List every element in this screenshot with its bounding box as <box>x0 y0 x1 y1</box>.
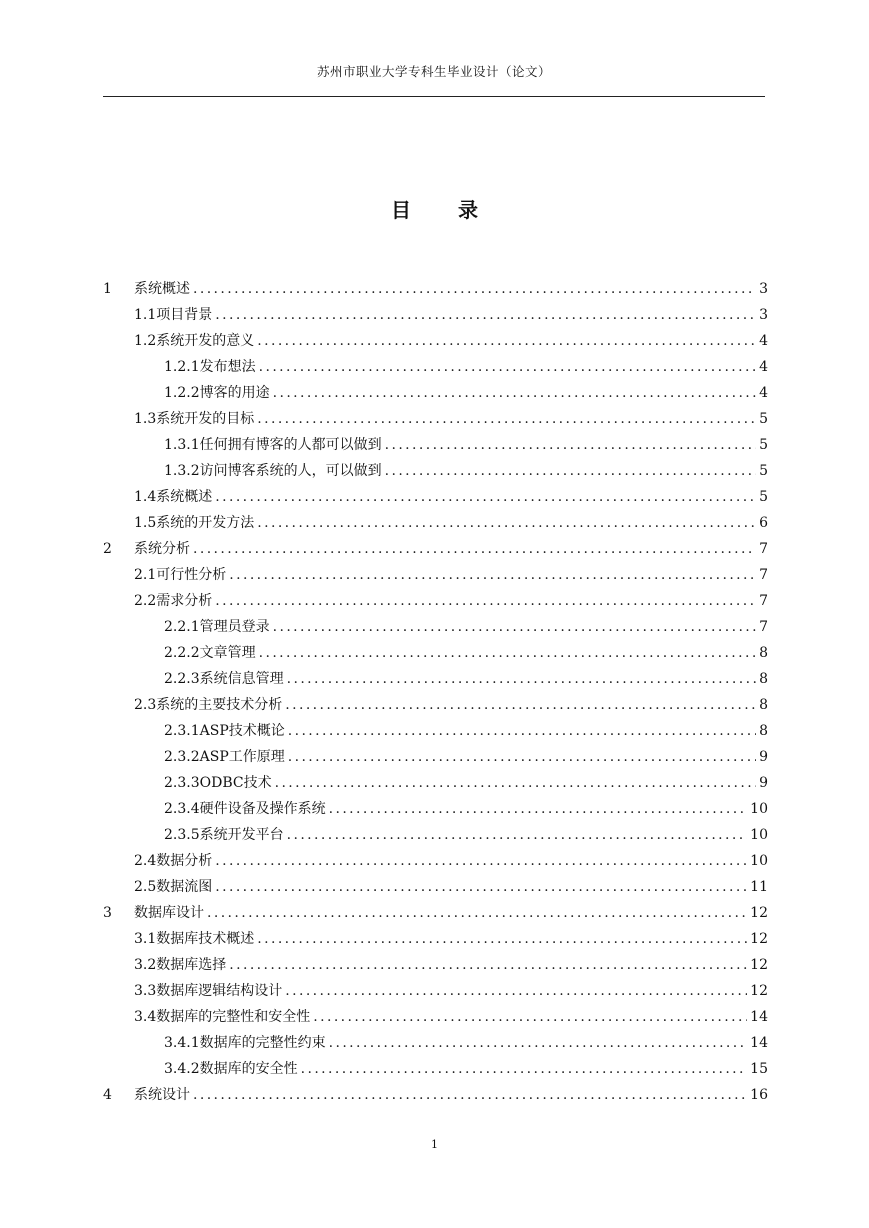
toc-entry-number: 1.3.1 <box>164 437 200 453</box>
toc-entry[interactable] <box>103 640 768 666</box>
toc-entry[interactable] <box>103 484 768 510</box>
toc-leader-dots <box>329 796 748 822</box>
table-of-contents <box>103 276 768 1108</box>
toc-entry-title: 可行性分析 <box>156 567 227 583</box>
page-number: 1 <box>431 1138 438 1151</box>
toc-entry[interactable] <box>103 276 768 302</box>
toc-entry[interactable] <box>103 510 768 536</box>
toc-entry-number: 3 <box>103 905 112 921</box>
toc-entry-page: 12 <box>750 957 768 973</box>
toc-leader-dots <box>257 510 756 536</box>
toc-entry-title: 访问博客系统的人，可以做到 <box>199 463 382 479</box>
toc-entry[interactable] <box>103 614 768 640</box>
toc-entry[interactable] <box>103 328 768 354</box>
toc-entry-number: 2.3.5 <box>164 827 200 843</box>
toc-leader-dots <box>285 978 747 1004</box>
toc-entry[interactable] <box>103 952 768 978</box>
toc-entry-number: 1.3.2 <box>164 463 200 479</box>
toc-entry-page: 7 <box>759 619 768 635</box>
toc-entry-page: 8 <box>759 671 768 687</box>
toc-leader-dots <box>287 666 756 692</box>
toc-entry[interactable] <box>103 666 768 692</box>
toc-entry[interactable] <box>103 458 768 484</box>
toc-entry-page: 9 <box>759 775 768 791</box>
toc-entry-title: 数据库的完整性和安全性 <box>156 1009 311 1025</box>
toc-entry-title: 系统概述 <box>156 489 213 505</box>
toc-entry-page: 14 <box>750 1035 768 1051</box>
toc-entry-title: 管理员登录 <box>199 619 270 635</box>
toc-entry-number: 1.3 <box>134 411 157 427</box>
toc-entry-page: 5 <box>759 489 768 505</box>
toc-entry[interactable] <box>103 796 768 822</box>
toc-entry[interactable] <box>103 770 768 796</box>
toc-entry-page: 10 <box>750 827 768 843</box>
toc-entry[interactable] <box>103 1004 768 1030</box>
toc-entry-page: 14 <box>750 1009 768 1025</box>
toc-entry-title: 硬件设备及操作系统 <box>199 801 326 817</box>
toc-leader-dots <box>193 1082 747 1108</box>
toc-entry-number: 2.3 <box>134 697 157 713</box>
toc-entry-title: 数据库选择 <box>156 957 227 973</box>
toc-entry-number: 1.2 <box>134 333 157 349</box>
toc-entry-page: 8 <box>759 697 768 713</box>
toc-entry-title: 系统的开发方法 <box>156 515 255 531</box>
toc-entry-number: 2.5 <box>134 879 157 895</box>
toc-leader-dots <box>207 900 747 926</box>
toc-leader-dots <box>259 354 756 380</box>
toc-entry-number: 2.3.4 <box>164 801 200 817</box>
toc-entry[interactable] <box>103 848 768 874</box>
toc-entry-title: 系统开发的目标 <box>156 411 255 427</box>
toc-entry-page: 7 <box>759 567 768 583</box>
toc-entry-number: 2.3.1 <box>164 723 200 739</box>
toc-entry-title: 系统开发平台 <box>199 827 284 843</box>
toc-entry[interactable] <box>103 744 768 770</box>
toc-entry-page: 6 <box>759 515 768 531</box>
toc-entry[interactable] <box>103 900 768 926</box>
toc-leader-dots <box>285 692 756 718</box>
toc-entry-title: ODBC技术 <box>199 775 272 791</box>
toc-leader-dots <box>257 406 756 432</box>
toc-entry[interactable] <box>103 1030 768 1056</box>
toc-entry-title: ASP工作原理 <box>199 749 285 765</box>
toc-entry[interactable] <box>103 718 768 744</box>
toc-entry-title: 文章管理 <box>199 645 256 661</box>
toc-entry-title: 发布想法 <box>199 359 256 375</box>
toc-leader-dots <box>275 770 756 796</box>
toc-entry-number: 2.4 <box>134 853 157 869</box>
toc-entry-title: 系统开发的意义 <box>156 333 255 349</box>
toc-leader-dots <box>229 952 747 978</box>
toc-entry-number: 1.5 <box>134 515 157 531</box>
toc-entry[interactable] <box>103 562 768 588</box>
toc-entry-page: 7 <box>759 541 768 557</box>
toc-leader-dots <box>385 458 756 484</box>
toc-entry-number: 3.4 <box>134 1009 157 1025</box>
toc-entry[interactable] <box>103 354 768 380</box>
toc-entry-number: 4 <box>103 1087 112 1103</box>
toc-entry-number: 3.4.1 <box>164 1035 200 1051</box>
toc-leader-dots <box>229 562 756 588</box>
toc-leader-dots <box>287 822 748 848</box>
toc-entry-page: 5 <box>759 463 768 479</box>
toc-entry-number: 2 <box>103 541 112 557</box>
toc-entry[interactable] <box>103 874 768 900</box>
page-header: 苏州市职业大学专科生毕业设计（论文） <box>316 64 551 79</box>
toc-leader-dots <box>257 328 756 354</box>
toc-entry-title: 系统的主要技术分析 <box>156 697 283 713</box>
toc-entry-title: 数据库设计 <box>134 905 204 921</box>
toc-entry-number: 1 <box>103 281 112 297</box>
toc-entry-number: 1.2.2 <box>164 385 200 401</box>
toc-entry-page: 15 <box>750 1061 768 1077</box>
toc-entry-title: 需求分析 <box>156 593 213 609</box>
toc-entry-title: ASP技术概论 <box>199 723 285 739</box>
toc-entry[interactable] <box>103 1082 768 1108</box>
toc-entry-number: 2.3.2 <box>164 749 200 765</box>
toc-entry-number: 1.4 <box>134 489 157 505</box>
toc-entry-title: 数据库技术概述 <box>156 931 255 947</box>
toc-entry-page: 11 <box>750 879 768 895</box>
toc-entry-number: 3.3 <box>134 983 157 999</box>
toc-entry-number: 2.2.2 <box>164 645 200 661</box>
toc-entry-page: 4 <box>759 385 768 401</box>
toc-entry-page: 10 <box>750 853 768 869</box>
toc-entry-page: 12 <box>750 905 768 921</box>
toc-entry[interactable] <box>103 302 768 328</box>
toc-leader-dots <box>215 302 756 328</box>
toc-entry-page: 16 <box>750 1087 768 1103</box>
toc-entry-page: 5 <box>759 437 768 453</box>
header-divider <box>103 96 765 97</box>
toc-entry[interactable] <box>103 1056 768 1082</box>
toc-entry-number: 2.3.3 <box>164 775 200 791</box>
toc-entry-number: 3.1 <box>134 931 157 947</box>
toc-entry-page: 4 <box>759 359 768 375</box>
toc-entry-number: 1.1 <box>134 307 157 323</box>
toc-entry-title: 系统概述 <box>134 281 190 297</box>
toc-leader-dots <box>215 874 747 900</box>
toc-entry-page: 5 <box>759 411 768 427</box>
toc-entry-page: 9 <box>759 749 768 765</box>
toc-entry-page: 8 <box>759 645 768 661</box>
toc-entry-title: 系统分析 <box>134 541 190 557</box>
toc-entry-number: 1.2.1 <box>164 359 200 375</box>
toc-entry-page: 12 <box>750 931 768 947</box>
toc-entry-title: 数据分析 <box>156 853 213 869</box>
toc-entry-title: 系统设计 <box>134 1087 190 1103</box>
toc-leader-dots <box>259 640 756 666</box>
toc-leader-dots <box>215 588 756 614</box>
toc-entry-page: 3 <box>759 281 768 297</box>
toc-entry-title: 数据库的安全性 <box>199 1061 298 1077</box>
toc-leader-dots <box>193 536 756 562</box>
toc-entry-page: 8 <box>759 723 768 739</box>
toc-entry-page: 7 <box>759 593 768 609</box>
toc-entry[interactable] <box>103 978 768 1004</box>
toc-entry-number: 2.2.1 <box>164 619 200 635</box>
toc-entry-title: 数据库的完整性约束 <box>199 1035 326 1051</box>
toc-entry-page: 12 <box>750 983 768 999</box>
toc-leader-dots <box>329 1030 748 1056</box>
toc-leader-dots <box>288 718 756 744</box>
toc-entry[interactable] <box>103 822 768 848</box>
toc-leader-dots <box>215 848 747 874</box>
toc-entry-title: 数据库逻辑结构设计 <box>156 983 283 999</box>
toc-entry-number: 2.2.3 <box>164 671 200 687</box>
toc-entry-title: 数据流图 <box>156 879 213 895</box>
toc-entry-number: 3.4.2 <box>164 1061 200 1077</box>
toc-entry-title: 系统信息管理 <box>199 671 284 687</box>
toc-leader-dots <box>301 1056 748 1082</box>
toc-entry[interactable] <box>103 432 768 458</box>
toc-entry[interactable] <box>103 406 768 432</box>
toc-entry-title: 项目背景 <box>156 307 213 323</box>
toc-entry[interactable] <box>103 692 768 718</box>
toc-leader-dots <box>257 926 747 952</box>
toc-leader-dots <box>273 614 756 640</box>
toc-entry[interactable] <box>103 380 768 406</box>
toc-entry-page: 10 <box>750 801 768 817</box>
toc-entry-title: 博客的用途 <box>199 385 270 401</box>
toc-entry-number: 3.2 <box>134 957 157 973</box>
toc-entry[interactable] <box>103 588 768 614</box>
toc-entry-page: 4 <box>759 333 768 349</box>
toc-leader-dots <box>193 276 756 302</box>
toc-leader-dots <box>385 432 756 458</box>
toc-entry[interactable] <box>103 536 768 562</box>
toc-title: 目 录 <box>391 198 498 222</box>
toc-entry-number: 2.1 <box>134 567 157 583</box>
toc-leader-dots <box>313 1004 747 1030</box>
toc-entry-page: 3 <box>759 307 768 323</box>
toc-leader-dots <box>215 484 756 510</box>
toc-leader-dots <box>288 744 756 770</box>
toc-entry-number: 2.2 <box>134 593 157 609</box>
toc-entry-title: 任何拥有博客的人都可以做到 <box>199 437 382 453</box>
toc-entry[interactable] <box>103 926 768 952</box>
toc-leader-dots <box>273 380 756 406</box>
